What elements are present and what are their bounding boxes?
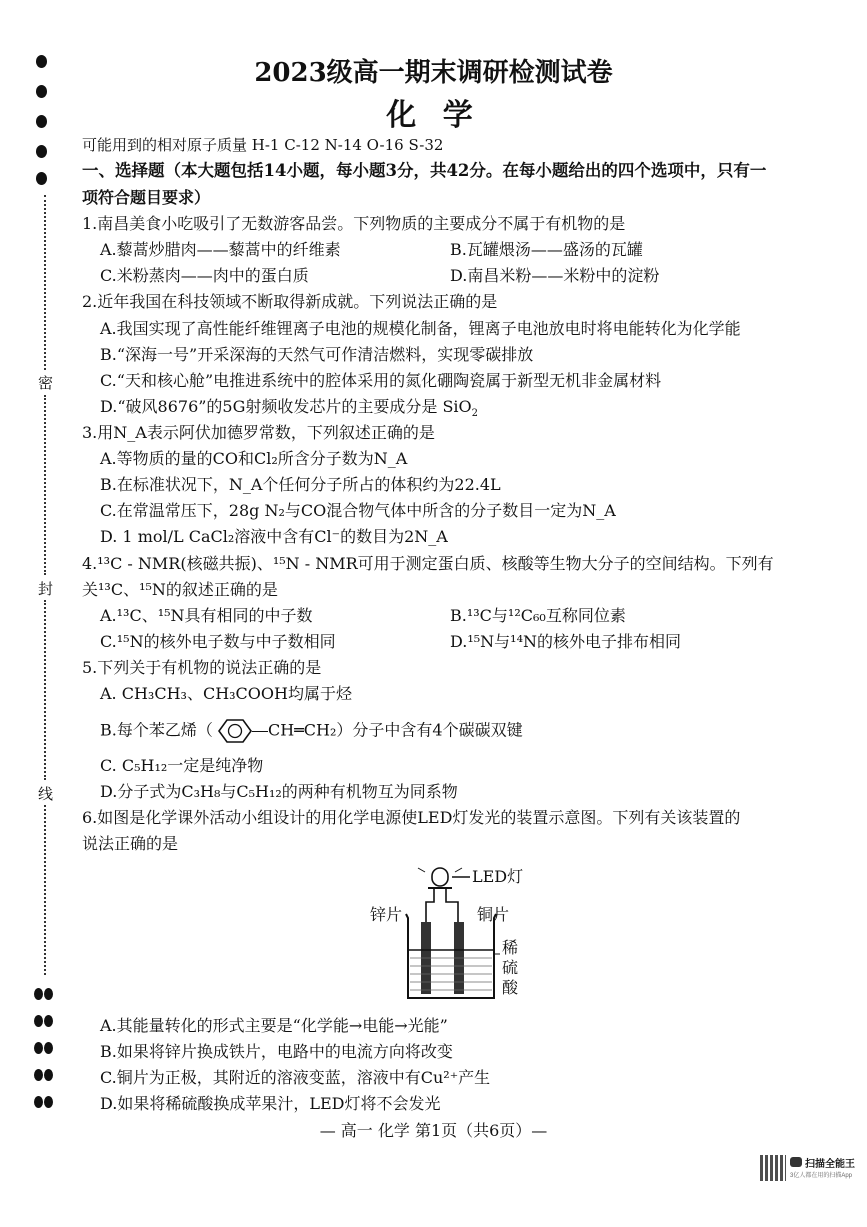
q4-option-d: D.¹⁵N与¹⁴N的核外电子排布相同 — [450, 632, 682, 651]
binding-dashed-line — [44, 805, 46, 975]
q3-stem: 3.用N_A表示阿伏加德罗常数，下列叙述正确的是 — [82, 423, 435, 442]
q4-option-c: C.¹⁵N的核外电子数与中子数相同 — [100, 632, 336, 651]
q6-option-c: C.铜片为正极，其附近的溶液变蓝，溶液中有Cu²⁺产生 — [100, 1068, 491, 1087]
q2-option-c: C.“天和核心舱”电推进系统中的腔体采用的氮化硼陶瓷属于新型无机非金属材料 — [100, 371, 662, 390]
binding-dashed-line — [44, 600, 46, 780]
q2-stem: 2.近年我国在科技领域不断取得新成就。下列说法正确的是 — [82, 292, 498, 311]
binding-hole — [34, 985, 54, 997]
q5-option-c: C. C₅H₁₂一定是纯净物 — [100, 756, 264, 775]
app-logo-icon — [790, 1157, 802, 1167]
q1-option-c: C.米粉蒸肉——肉中的蛋白质 — [100, 266, 309, 285]
q6-option-b: B.如果将锌片换成铁片，电路中的电流方向将改变 — [100, 1042, 453, 1061]
binding-dashed-line — [44, 195, 46, 370]
section-heading-cont: 项符合题目要求） — [82, 188, 211, 207]
binding-hole — [34, 1066, 54, 1078]
q1-stem: 1.南昌美食小吃吸引了无数游客品尝。下列物质的主要成分不属于有机物的是 — [82, 214, 626, 233]
fig-label-led: LED灯 — [472, 867, 524, 886]
q2-option-d: D.“破风8676”的5G射频收发芯片的主要成分是 SiO$_2$ — [100, 397, 479, 420]
fig-label-acid: 稀 硫 酸 — [502, 938, 519, 997]
q3-option-c: C.在常温常压下，28g N₂与CO混合物气体中所含的分子数目一定为N_A — [100, 501, 616, 520]
q6-stem-cont: 说法正确的是 — [82, 834, 179, 853]
q3-option-d: D. 1 mol/L CaCl₂溶液中含有Cl⁻的数目为2N_A — [100, 527, 448, 546]
seal-xian: 线 — [38, 785, 54, 803]
q5-option-d: D.分子式为C₃H₈与C₅H₁₂的两种有机物互为同系物 — [100, 782, 458, 801]
q4-option-a: A.¹³C、¹⁵N具有相同的中子数 — [100, 606, 313, 625]
bond-line — [252, 731, 268, 732]
q2-option-b: B.“深海一号”开采深海的天然气可作清洁燃料，实现零碳排放 — [100, 345, 534, 364]
seal-mi: 密 — [38, 374, 54, 392]
q6-option-d: D.如果将稀硫酸换成苹果汁，LED灯将不会发光 — [100, 1094, 441, 1113]
binding-hole — [36, 172, 47, 185]
binding-dashed-line — [44, 395, 46, 575]
q1-option-d: D.南昌米粉——米粉中的淀粉 — [450, 266, 660, 285]
benzene-ring-icon — [218, 718, 252, 744]
binding-hole — [36, 145, 47, 158]
exam-title: 2023级高一期末调研检测试卷 — [254, 58, 613, 88]
q4-stem-cont: 关¹³C、¹⁵N的叙述正确的是 — [82, 580, 278, 599]
q3-option-a: A.等物质的量的CO和Cl₂所含分子数为N_A — [100, 449, 408, 468]
q4-option-b: B.¹³C与¹²C₆₀互称同位素 — [450, 606, 626, 625]
atomic-masses: 可能用到的相对原子质量 H-1 C-12 N-14 O-16 S-32 — [82, 136, 444, 154]
watermark-sub: 3亿人都在用的扫描App — [790, 1173, 853, 1179]
fig-label-zinc: 锌片 — [370, 905, 403, 924]
q6-option-a: A.其能量转化的形式主要是“化学能→电能→光能” — [100, 1016, 448, 1035]
q1-option-b: B.瓦罐煨汤——盛汤的瓦罐 — [450, 240, 643, 259]
scanner-watermark — [760, 1155, 860, 1210]
seal-feng: 封 — [38, 580, 54, 598]
q3-option-b: B.在标准状况下，N_A个任何分子所占的体积约为22.4L — [100, 475, 501, 494]
q6-stem: 6.如图是化学课外活动小组设计的用化学电源使LED灯发光的装置示意图。下列有关该装置的 — [82, 808, 741, 827]
q4-stem: 4.¹³C - NMR(核磁共振)、¹⁵N - NMR可用于测定蛋白质、核酸等生物大分子的空间结构。下列有 — [82, 554, 774, 573]
q2-option-a: A.我国实现了高性能纤维锂离子电池的规模化制备，锂离子电池放电时将电能转化为化学能 — [100, 319, 741, 338]
page-footer: — 高一 化学 第1页（共6页）— — [319, 1121, 548, 1140]
q5-stem: 5.下列关于有机物的说法正确的是 — [82, 658, 322, 677]
watermark-brand: 扫描全能王 — [805, 1159, 855, 1170]
qr-code-icon — [760, 1155, 786, 1181]
subject-title: 化 学 — [386, 98, 481, 133]
q1-option-a: A.藜蒿炒腊肉——藜蒿中的纤维素 — [100, 240, 341, 259]
q5-option-a: A. CH₃CH₃、CH₃COOH均属于烃 — [100, 684, 352, 703]
fig-label-copper: 铜片 — [477, 905, 510, 924]
binding-hole — [34, 1093, 54, 1105]
section-heading: 一、选择题（本大题包括14小题，每小题3分，共42分。在每小题给出的四个选项中，只有一 — [82, 161, 767, 180]
binding-hole — [34, 1039, 54, 1051]
binding-hole — [34, 1012, 54, 1024]
q5-option-b: B.每个苯乙烯（ CH═CH₂）分子中含有4个碳碳双键 — [100, 718, 523, 744]
